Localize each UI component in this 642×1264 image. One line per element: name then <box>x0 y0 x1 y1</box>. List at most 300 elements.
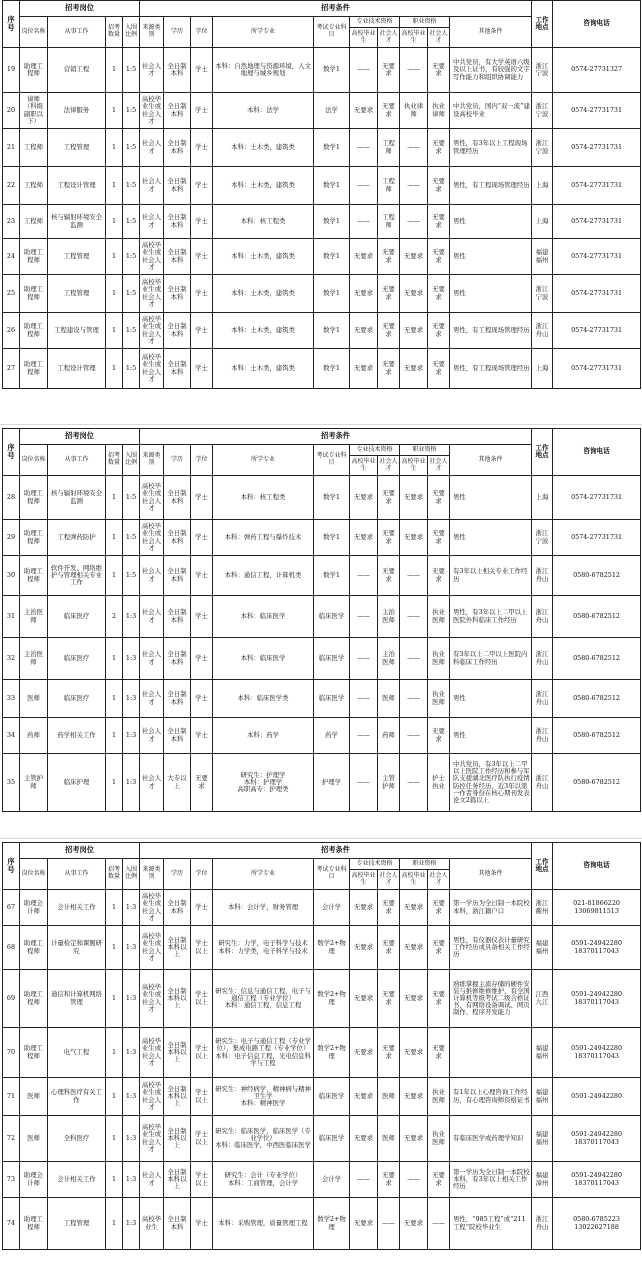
header-tech-group: 专业技术资格 <box>350 445 400 456</box>
cell-ratio: 1:5 <box>123 556 140 596</box>
cell-post-name: 主管护师 <box>20 754 48 812</box>
table-row <box>3 48 641 93</box>
cell-tech-social: 无要求 <box>378 520 400 556</box>
header-job-group: 职业资格 <box>400 445 450 456</box>
cell-place: 上海 <box>532 167 553 205</box>
cell-post-name: 助理工程师 <box>20 349 48 389</box>
cell-seq: 33 <box>3 680 20 718</box>
cell-phone: 0591-24942280 18370117043 <box>553 1028 641 1078</box>
cell-work: 核与辐射环境安全监测 <box>48 476 106 520</box>
table-row <box>3 970 641 1028</box>
cell-edu: 全日制本科以上 <box>164 1116 191 1162</box>
cell-tech-grad: 无要求 <box>350 476 378 520</box>
table-row <box>3 520 641 556</box>
cell-source: 社会人才 <box>140 205 164 239</box>
table-row <box>3 1162 641 1198</box>
header-work: 从事工作 <box>48 17 106 48</box>
header-post-name: 岗位名称 <box>20 445 48 476</box>
cell-other: 第一学历为全日制一本院校本科，浙江籍户口 <box>450 890 532 926</box>
cell-tech-grad: 无要求 <box>350 93 378 129</box>
header-source: 来源类别 <box>140 859 164 890</box>
recruitment-table-1 <box>2 0 640 389</box>
cell-degree: 学士以上 <box>191 1078 213 1116</box>
cell-tech-social: 无要求 <box>378 1028 400 1078</box>
header-post-group: 招考岗位 <box>20 843 140 859</box>
cell-work: 临床医疗 <box>48 680 106 718</box>
cell-job-grad: 无要求 <box>400 1116 428 1162</box>
cell-job-grad: 无要求 <box>400 520 428 556</box>
cell-other: 第一学历为全日制一本院校本科，有3年以上相关工作经历 <box>450 1162 532 1198</box>
header-ratio: 入围比例 <box>123 859 140 890</box>
cell-edu: 全日制本科 <box>164 239 191 275</box>
recruitment-table-2 <box>2 428 640 812</box>
header-work: 从事工作 <box>48 859 106 890</box>
table-grid <box>2 0 641 389</box>
cell-count: 1 <box>106 1078 123 1116</box>
cell-post-name: 助理会计师 <box>20 890 48 926</box>
cell-job-grad: 无要求 <box>400 970 428 1028</box>
cell-place: 浙江宁波 <box>532 93 553 129</box>
cell-degree: 学士以上 <box>191 1162 213 1198</box>
cell-work: 法律服务 <box>48 93 106 129</box>
cell-phone: 0574-27731731 <box>553 275 641 313</box>
cell-degree: 学士 <box>191 638 213 680</box>
cell-ratio: 1:3 <box>123 680 140 718</box>
cell-place: 浙江舟山 <box>532 1198 553 1250</box>
cell-other: 中共党员，国内“双一流”建设高校毕业 <box>450 93 532 129</box>
cell-exam: 药学 <box>314 718 350 754</box>
table-row <box>3 1028 641 1078</box>
cell-other: 男性，“985工程”或“211工程”院校毕业生 <box>450 1198 532 1250</box>
cell-job-grad: 无要求 <box>400 239 428 275</box>
cell-place: 福建福州 <box>532 1078 553 1116</box>
cell-job-grad: 无要求 <box>400 1078 428 1116</box>
cell-edu: 全日制本科 <box>164 167 191 205</box>
cell-tech-grad: 无要求 <box>350 970 378 1028</box>
cell-job-social: 无要求 <box>428 239 450 275</box>
cell-phone: 0574-27731731 <box>553 167 641 205</box>
cell-seq: 23 <box>3 205 20 239</box>
cell-place: 浙江舟山 <box>532 754 553 812</box>
header-other: 其他条件 <box>450 859 532 890</box>
cell-seq: 69 <box>3 970 20 1028</box>
cell-seq: 21 <box>3 129 20 167</box>
cell-exam: 数学1 <box>314 239 350 275</box>
header-seq: 序号 <box>3 1 20 48</box>
cell-tech-grad: 无要求 <box>350 1078 378 1116</box>
cell-ratio: 1:3 <box>123 638 140 680</box>
cell-place: 浙江舟山 <box>532 596 553 638</box>
cell-exam: 数学1 <box>314 275 350 313</box>
cell-count: 1 <box>106 1198 123 1250</box>
cell-job-grad: —— <box>400 167 428 205</box>
header-degree: 学位 <box>191 17 213 48</box>
header-degree: 学位 <box>191 445 213 476</box>
cell-tech-grad: 无要求 <box>350 1028 378 1078</box>
cell-source: 高校毕业生或社会人才 <box>140 239 164 275</box>
cell-ratio: 1:5 <box>123 129 140 167</box>
cell-work: 工程设计管理 <box>48 349 106 389</box>
header-seq: 序号 <box>3 843 20 890</box>
cell-major: 本科：土木类，建筑类 <box>213 167 314 205</box>
header-work: 从事工作 <box>48 445 106 476</box>
cell-post-name: 药师 <box>20 718 48 754</box>
cell-degree: 学士 <box>191 556 213 596</box>
cell-count: 1 <box>106 718 123 754</box>
cell-work: 心理科医疗有关工作 <box>48 1078 106 1116</box>
cell-degree: 学士以上 <box>191 1116 213 1162</box>
cell-exam: 数学2+物理 <box>314 1198 350 1250</box>
cell-work: 软件开发、网络维护与管理相关专业工作 <box>48 556 106 596</box>
cell-major: 本科：弹药工程与爆炸技术 <box>213 520 314 556</box>
cell-post-name: 医师 <box>20 680 48 718</box>
cell-tech-grad: —— <box>350 1162 378 1198</box>
header-post-group: 招考岗位 <box>20 1 140 17</box>
cell-other: 男性 <box>450 239 532 275</box>
cell-ratio: 1:3 <box>123 718 140 754</box>
cell-job-grad: 无要求 <box>400 476 428 520</box>
header-exam: 考试专业科目 <box>314 445 350 476</box>
cell-source: 社会人才 <box>140 48 164 93</box>
cell-edu: 全日制本科以上 <box>164 970 191 1028</box>
header-condition-group: 招考条件 <box>140 429 532 445</box>
cell-tech-social: 无要求 <box>378 926 400 970</box>
cell-exam: 数学1 <box>314 520 350 556</box>
cell-job-social: 无要求 <box>428 926 450 970</box>
header-row <box>3 429 641 445</box>
cell-edu: 全日制本科 <box>164 476 191 520</box>
cell-major: 本科：临床医学 <box>213 638 314 680</box>
cell-source: 社会人才 <box>140 556 164 596</box>
cell-tech-grad: —— <box>350 718 378 754</box>
cell-degree: 学士 <box>191 476 213 520</box>
cell-edu: 全日制本科以上 <box>164 1078 191 1116</box>
cell-edu: 全日制本科 <box>164 520 191 556</box>
cell-job-social: 无要求 <box>428 1028 450 1078</box>
cell-job-social: 无要求 <box>428 890 450 926</box>
cell-ratio: 1:3 <box>123 1028 140 1078</box>
cell-phone: 0591-24942280 18370117043 <box>553 1162 641 1198</box>
cell-work: 临床医疗 <box>48 638 106 680</box>
cell-place: 浙江舟山 <box>532 556 553 596</box>
cell-other: 男性，有3年以上二甲以上医院外科临床工作经历 <box>450 596 532 638</box>
cell-job-social: 无要求 <box>428 313 450 349</box>
table-row <box>3 1116 641 1162</box>
cell-other: 男性 <box>450 476 532 520</box>
cell-post-name: 工程师 <box>20 167 48 205</box>
table-row <box>3 129 641 167</box>
cell-count: 1 <box>106 48 123 93</box>
cell-major: 研究生：临床医学，临床医学（专业学位） 本科：临床医学，中西医临床医学 <box>213 1116 314 1162</box>
recruitment-table-3 <box>2 842 640 1250</box>
cell-job-grad: 无要求 <box>400 890 428 926</box>
cell-post-name: 助理工程师 <box>20 476 48 520</box>
cell-tech-grad: 无要求 <box>350 313 378 349</box>
cell-count: 1 <box>106 129 123 167</box>
header-other: 其他条件 <box>450 445 532 476</box>
cell-source: 社会人才 <box>140 1162 164 1198</box>
cell-job-social: 无要求 <box>428 476 450 520</box>
cell-tech-social: 工程师 <box>378 129 400 167</box>
cell-post-name: 助理会计师 <box>20 1162 48 1198</box>
cell-job-grad: 无要求 <box>400 349 428 389</box>
cell-post-name: 助理工程师 <box>20 556 48 596</box>
cell-tech-social: 无要求 <box>378 313 400 349</box>
cell-post-name: 助理工程师 <box>20 313 48 349</box>
page-separator <box>0 838 642 839</box>
table-row <box>3 754 641 812</box>
cell-place: 浙江宁波 <box>532 275 553 313</box>
cell-work: 核与辐射环境安全监测 <box>48 205 106 239</box>
cell-degree: 学士 <box>191 48 213 93</box>
cell-other: 有1年以上心理咨询工作经历，有心理咨询师资格证书 <box>450 1078 532 1116</box>
cell-tech-grad: 无要求 <box>350 890 378 926</box>
header-post-group: 招考岗位 <box>20 429 140 445</box>
cell-seq: 22 <box>3 167 20 205</box>
cell-major: 研究生：电子与通信工程（专业学位），集成电路工程（专业学位） 本科：电子信息工程，光电信息科学与工程 <box>213 1028 314 1078</box>
cell-post-name: 助理工程师 <box>20 1028 48 1078</box>
cell-ratio: 1:5 <box>123 275 140 313</box>
cell-job-social: 执业医师 <box>428 638 450 680</box>
cell-place: 浙江宁波 <box>532 520 553 556</box>
cell-major: 本科：自然地理与资源环境，人文地理与城乡规划 <box>213 48 314 93</box>
cell-post-name: 助理工程师 <box>20 275 48 313</box>
cell-exam: 法学 <box>314 93 350 129</box>
cell-seq: 71 <box>3 1078 20 1116</box>
cell-edu: 全日制本科 <box>164 313 191 349</box>
cell-exam: 临床医学 <box>314 1078 350 1116</box>
cell-edu: 全日制本科 <box>164 680 191 718</box>
table-row <box>3 93 641 129</box>
cell-tech-social: 无要求 <box>378 349 400 389</box>
cell-ratio: 1:3 <box>123 754 140 812</box>
cell-seq: 24 <box>3 239 20 275</box>
cell-phone: 0591-24942280 <box>553 1078 641 1116</box>
cell-job-grad: —— <box>400 638 428 680</box>
cell-count: 1 <box>106 476 123 520</box>
cell-major: 本科：核工程类 <box>213 476 314 520</box>
cell-degree: 学士 <box>191 93 213 129</box>
header-exam: 考试专业科目 <box>314 17 350 48</box>
cell-tech-social: 医师 <box>378 1116 400 1162</box>
cell-degree: 学士 <box>191 1198 213 1250</box>
cell-ratio: 1:5 <box>123 93 140 129</box>
cell-place: 浙江衢州 <box>532 890 553 926</box>
cell-degree: 学士 <box>191 718 213 754</box>
table-row <box>3 718 641 754</box>
cell-count: 1 <box>106 313 123 349</box>
cell-phone: 0591-24942280 18370117043 <box>553 1116 641 1162</box>
cell-exam: 临床医学 <box>314 596 350 638</box>
header-tech-group: 专业技术资格 <box>350 17 400 28</box>
cell-tech-social: 无要求 <box>378 476 400 520</box>
header-tech-grad: 高校毕业生 <box>350 870 378 890</box>
cell-job-grad: —— <box>400 1162 428 1198</box>
header-source: 来源类别 <box>140 17 164 48</box>
cell-place: 浙江宁波 <box>532 48 553 93</box>
header-row <box>3 843 641 859</box>
cell-tech-social: 无要求 <box>378 1162 400 1198</box>
cell-tech-grad: —— <box>350 48 378 93</box>
cell-source: 社会人才 <box>140 638 164 680</box>
cell-seq: 67 <box>3 890 20 926</box>
cell-seq: 26 <box>3 313 20 349</box>
cell-place: 江西九江 <box>532 970 553 1028</box>
cell-count: 1 <box>106 890 123 926</box>
cell-seq: 34 <box>3 718 20 754</box>
cell-degree: 学士以上 <box>191 970 213 1028</box>
cell-other: 男性 <box>450 275 532 313</box>
cell-degree: 学士 <box>191 167 213 205</box>
header-row <box>3 1 641 17</box>
header-tech-grad: 高校毕业生 <box>350 28 378 48</box>
header-major: 所学专业 <box>213 17 314 48</box>
cell-exam: 会计学 <box>314 1162 350 1198</box>
cell-tech-grad: 无要求 <box>350 275 378 313</box>
cell-job-social: 无要求 <box>428 718 450 754</box>
cell-phone: 021-81866220 13069811513 <box>553 890 641 926</box>
cell-count: 1 <box>106 349 123 389</box>
cell-post-name: 医师 <box>20 1116 48 1162</box>
cell-seq: 29 <box>3 520 20 556</box>
cell-place: 上海 <box>532 349 553 389</box>
cell-degree: 学士 <box>191 129 213 167</box>
cell-other: 男性 <box>450 718 532 754</box>
cell-other: 男性 <box>450 680 532 718</box>
cell-place: 福建福州 <box>532 239 553 275</box>
cell-edu: 全日制本科 <box>164 349 191 389</box>
cell-work: 全科医疗 <box>48 1116 106 1162</box>
cell-source: 高校毕业生或社会人才 <box>140 926 164 970</box>
cell-work: 工程管理 <box>48 239 106 275</box>
cell-tech-social: 无要求 <box>378 48 400 93</box>
header-post-name: 岗位名称 <box>20 17 48 48</box>
cell-job-grad: 无要求 <box>400 926 428 970</box>
cell-other: 男性 <box>450 205 532 239</box>
header-count: 招考数量 <box>106 859 123 890</box>
cell-phone: 0580-6782512 <box>553 680 641 718</box>
cell-place: 浙江宁波 <box>532 129 553 167</box>
table-row <box>3 205 641 239</box>
cell-tech-grad: —— <box>350 596 378 638</box>
cell-major: 本科：临床医学 <box>213 596 314 638</box>
cell-major: 本科：核工程类 <box>213 205 314 239</box>
cell-ratio: 1:5 <box>123 520 140 556</box>
cell-job-grad: —— <box>400 596 428 638</box>
cell-tech-grad: 无要求 <box>350 349 378 389</box>
header-tech-grad: 高校毕业生 <box>350 456 378 476</box>
cell-job-grad: 无要求 <box>400 1028 428 1078</box>
cell-place: 福建福州 <box>532 1028 553 1078</box>
cell-phone: 0574-27731731 <box>553 349 641 389</box>
cell-post-name: 助理工程师 <box>20 520 48 556</box>
cell-ratio: 1:5 <box>123 205 140 239</box>
cell-major: 本科：采购管理，质量管理工程 <box>213 1198 314 1250</box>
cell-edu: 全日制本科 <box>164 48 191 93</box>
cell-seq: 19 <box>3 48 20 93</box>
table-grid <box>2 428 641 812</box>
cell-job-grad: —— <box>400 48 428 93</box>
cell-phone: 0574-27731731 <box>553 205 641 239</box>
cell-exam: 数学1 <box>314 167 350 205</box>
cell-count: 1 <box>106 926 123 970</box>
cell-ratio: 1:3 <box>123 1078 140 1116</box>
cell-edu: 全日制本科 <box>164 205 191 239</box>
table-row <box>3 926 641 970</box>
cell-job-social: 无要求 <box>428 275 450 313</box>
cell-source: 高校毕业生或社会人才 <box>140 890 164 926</box>
cell-phone: 0580-6782512 <box>553 718 641 754</box>
cell-exam: 数学2+物理 <box>314 926 350 970</box>
cell-ratio: 1:5 <box>123 313 140 349</box>
cell-other: 中共党员，有3年以上二甲以上医院工作经历和参与军队支援湖北医疗队执行疫情防控任务经历，近3年以第一作者身份在核心期刊发表论文2篇以上 <box>450 754 532 812</box>
cell-seq: 20 <box>3 93 20 129</box>
cell-tech-grad: 无要求 <box>350 926 378 970</box>
cell-exam: 数学1 <box>314 313 350 349</box>
cell-seq: 74 <box>3 1198 20 1250</box>
cell-job-social: 无要求 <box>428 205 450 239</box>
cell-work: 工程设计管理 <box>48 167 106 205</box>
cell-phone: 0580-6782512 <box>553 556 641 596</box>
cell-tech-social: —— <box>378 1198 400 1250</box>
cell-edu: 全日制本科 <box>164 638 191 680</box>
cell-job-social: 护士执业 <box>428 754 450 812</box>
cell-phone: 0574-27731731 <box>553 313 641 349</box>
cell-major: 本科：土木类，建筑类 <box>213 129 314 167</box>
cell-seq: 68 <box>3 926 20 970</box>
cell-count: 1 <box>106 556 123 596</box>
cell-job-social: 执业律师 <box>428 93 450 129</box>
cell-other: 男性，有工程现场管理经历 <box>450 167 532 205</box>
cell-source: 高校毕业生或社会人才 <box>140 476 164 520</box>
cell-other: 熟练掌握主流存储的硬件安装与推修维修维护，有全国计算机等级考试二级合格证书，有网络设备调试、网页制作、程序开发能力 <box>450 970 532 1028</box>
cell-edu: 全日制本科 <box>164 556 191 596</box>
cell-other: 中共党员，有大学英语六级及以上证书，有较强的文字写作能力和组织协调能力 <box>450 48 532 93</box>
header-condition-group: 招考条件 <box>140 843 532 859</box>
cell-job-social: 无要求 <box>428 48 450 93</box>
cell-tech-grad: —— <box>350 638 378 680</box>
cell-phone: 0574-27731731 <box>553 520 641 556</box>
cell-tech-grad: —— <box>350 556 378 596</box>
cell-phone: 0574-27731327 <box>553 48 641 93</box>
cell-tech-social: 无要求 <box>378 239 400 275</box>
cell-source: 社会人才 <box>140 718 164 754</box>
cell-seq: 28 <box>3 476 20 520</box>
cell-seq: 35 <box>3 754 20 812</box>
cell-job-social: 执业医师 <box>428 596 450 638</box>
header-place: 工作地点 <box>532 843 553 890</box>
cell-job-grad: 执业律师 <box>400 93 428 129</box>
table-row <box>3 890 641 926</box>
cell-job-social: 无要求 <box>428 1162 450 1198</box>
header-edu: 学历 <box>164 859 191 890</box>
cell-post-name: 医师 <box>20 1078 48 1116</box>
cell-job-social: 无要求 <box>428 970 450 1028</box>
cell-source: 高校毕业生或社会人才 <box>140 1116 164 1162</box>
cell-exam: 数学1 <box>314 556 350 596</box>
cell-major: 本科：药学 <box>213 718 314 754</box>
header-source: 来源类别 <box>140 445 164 476</box>
header-count: 招考数量 <box>106 445 123 476</box>
cell-job-social: —— <box>428 1198 450 1250</box>
cell-job-social: 无要求 <box>428 349 450 389</box>
cell-degree: 学士以上 <box>191 926 213 970</box>
header-edu: 学历 <box>164 17 191 48</box>
table-row <box>3 596 641 638</box>
cell-place: 上海 <box>532 205 553 239</box>
header-job-grad: 高校毕业生 <box>400 870 428 890</box>
cell-post-name: 律师（科级副职以下） <box>20 93 48 129</box>
